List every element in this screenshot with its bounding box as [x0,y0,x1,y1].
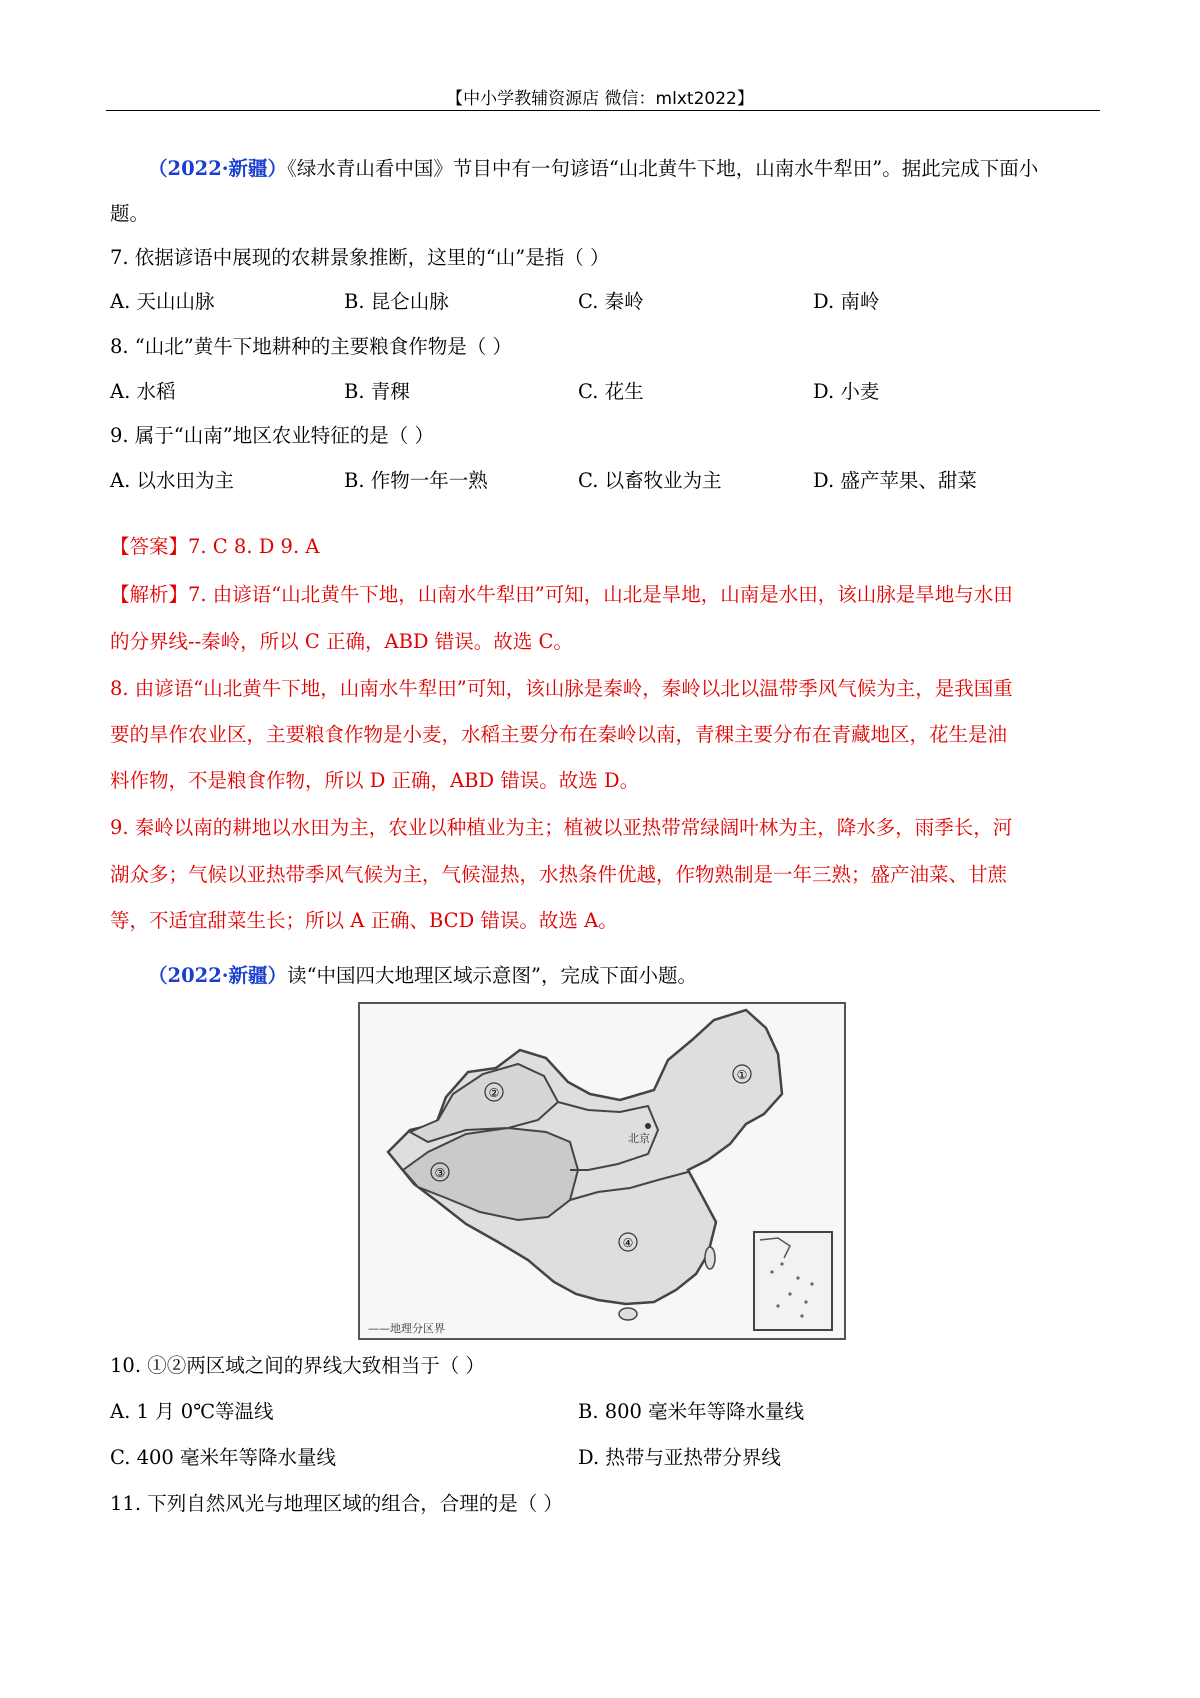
q8-option-b: B. 青稞 [344,380,410,403]
source-tag: （2022·新疆） [148,964,288,987]
q7-option-b: B. 昆仑山脉 [344,290,449,313]
q9-option-b: B. 作物一年一熟 [344,469,488,492]
intro-1-line-1 [148,155,1100,183]
question-10-stem: 10. ①②两区域之间的界线大致相当于（ ） [110,1354,485,1377]
answer-line: 【答案】7. C 8. D 9. A [110,535,320,558]
question-8-stem: 8. “山北”黄牛下地耕种的主要粮食作物是（ ） [110,335,512,358]
q10-option-d: D. 热带与亚热带分界线 [578,1446,781,1469]
q8-option-d: D. 小麦 [813,380,880,403]
question-9-stem: 9. 属于“山南”地区农业特征的是（ ） [110,424,434,447]
taiwan-island [705,1247,715,1269]
beijing-label: 北京 [628,1132,650,1145]
analysis-line-3: 8. 由谚语“山北黄牛下地，山南水牛犁田”可知，该山脉是秦岭，秦岭以北以温带季风气候为主，是我国重 [110,677,1013,700]
question-11-stem: 11. 下列自然风光与地理区域的组合，合理的是（ ） [110,1492,563,1515]
region-3-label: ③ [434,1166,446,1180]
q8-option-a: A. 水稻 [110,380,176,403]
map-legend: ——地理分区界 [368,1322,445,1335]
beijing-marker [645,1123,651,1129]
analysis-line-8: 等，不适宜甜菜生长；所以 A 正确、BCD 错误。故选 A。 [110,909,618,932]
analysis-line-4: 要的旱作农业区，主要粮食作物是小麦，水稻主要分布在秦岭以南，青稞主要分布在青藏地区，花生是油 [110,723,1008,746]
analysis-line-7: 湖众多；气候以亚热带季风气候为主，气候湿热，水热条件优越，作物熟制是一年三熟；盛产油菜、甘蔗 [110,863,1008,886]
china-regions-map [358,1002,846,1340]
analysis-line-2: 的分界线--秦岭，所以 C 正确，ABD 错误。故选 C。 [110,630,573,653]
q10-option-b: B. 800 毫米年等降水量线 [578,1400,805,1423]
region-4-label: ④ [622,1236,634,1250]
south-china-sea-inset [754,1232,832,1330]
q7-option-d: D. 南岭 [813,290,880,313]
region-1-label: ① [736,1068,748,1082]
q10-option-c: C. 400 毫米年等降水量线 [110,1446,337,1469]
analysis-line-6: 9. 秦岭以南的耕地以水田为主，农业以种植业为主；植被以亚热带常绿阔叶林为主，降水多，雨季长，河 [110,816,1013,839]
q8-option-c: C. 花生 [578,380,644,403]
analysis-line-1: 【解析】7. 由谚语“山北黄牛下地，山南水牛犁田”可知，山北是旱地，山南是水田，该山脉是旱地与水田 [110,583,1013,606]
q9-option-c: C. 以畜牧业为主 [578,469,722,492]
q9-option-a: A. 以水田为主 [110,469,234,492]
intro-1-line-2: 题。 [110,202,150,225]
question-7-stem: 7. 依据谚语中展现的农耕景象推断，这里的“山”是指（ ） [110,246,610,269]
analysis-line-5: 料作物，不是粮食作物，所以 D 正确，ABD 错误。故选 D。 [110,769,640,792]
q10-option-a: A. 1 月 0℃等温线 [110,1400,274,1423]
source-tag: （2022·新疆） [148,157,288,180]
region-2-label: ② [488,1086,500,1100]
q9-option-d: D. 盛产苹果、甜菜 [813,469,977,492]
q7-option-a: A. 天山山脉 [110,290,215,313]
intro-2-text: 读“中国四大地理区域示意图”，完成下面小题。 [287,964,698,987]
intro-2-line [148,962,1100,990]
hainan-island [619,1308,637,1320]
q7-option-c: C. 秦岭 [578,290,644,313]
header-rule [106,110,1100,111]
page-header: 【中小学教辅资源店 微信：mlxt2022】 [446,89,754,109]
intro-1-text: 《绿水青山看中国》节目中有一句谚语“山北黄牛下地，山南水牛犁田”。据此完成下面小 [287,157,1039,180]
